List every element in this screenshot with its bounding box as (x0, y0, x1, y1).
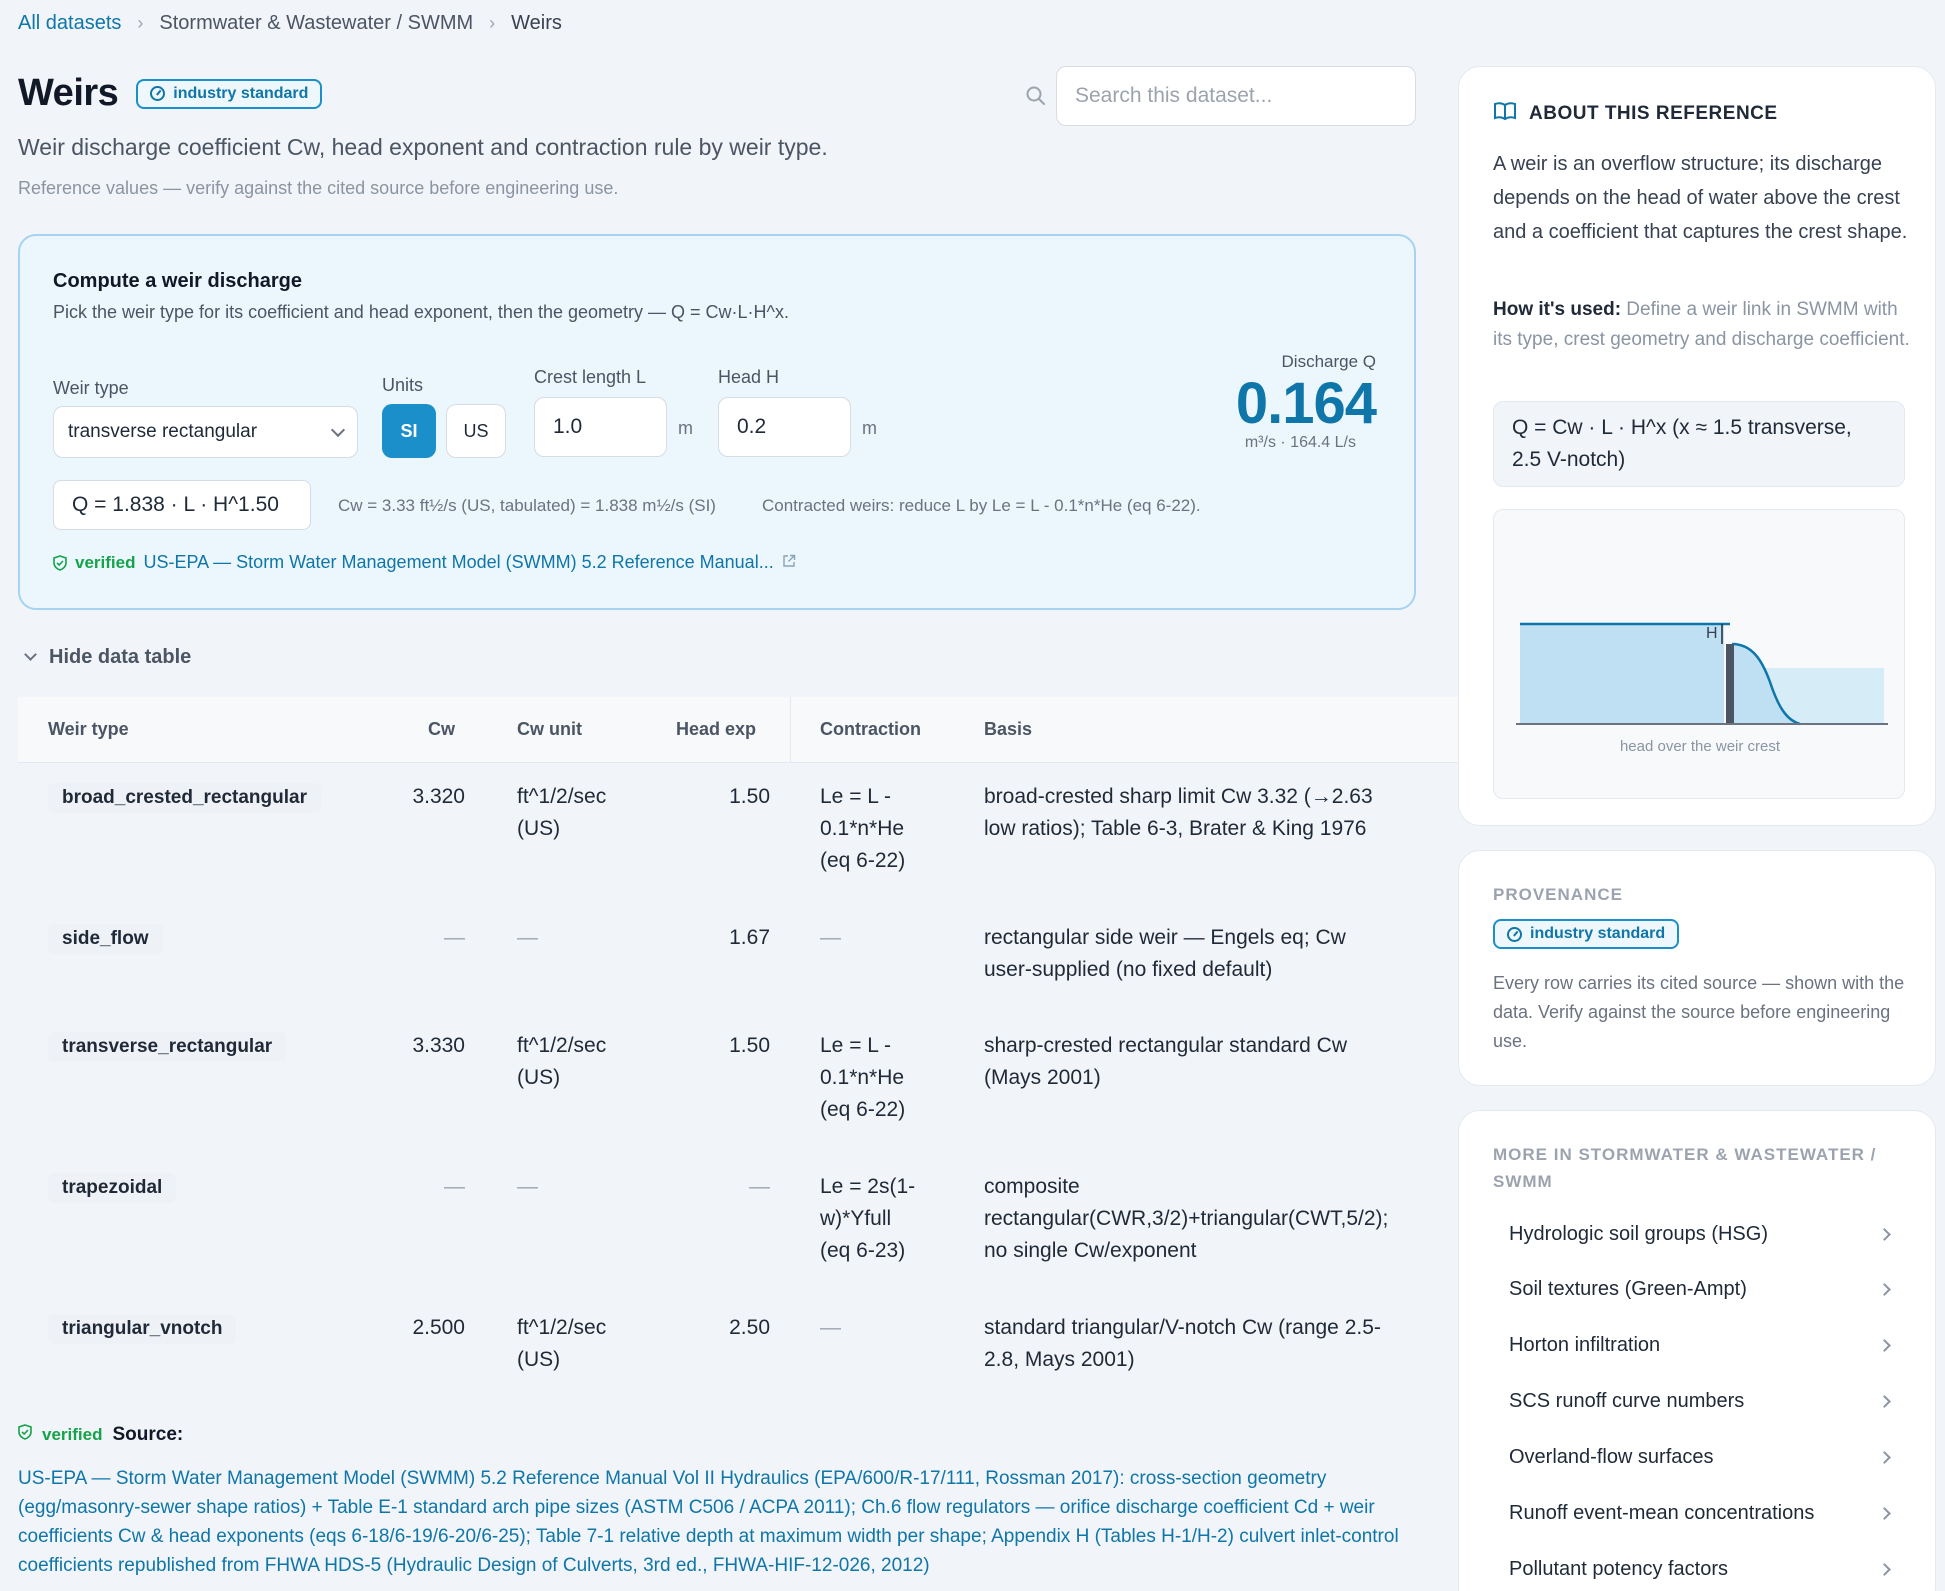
breadcrumb-separator-icon: › (489, 13, 496, 33)
column-header-head-exp[interactable]: Head exp (676, 719, 757, 739)
chevron-down-icon (24, 648, 37, 661)
contraction-line: w)*Yfull (820, 1207, 892, 1230)
units-si-button[interactable]: SI (382, 404, 436, 458)
source-label: Source: (112, 1424, 184, 1445)
weir-type-label: Weir type (53, 378, 129, 398)
head-unit: m (862, 418, 877, 438)
contraction-line: Le = 2s(1- (820, 1175, 916, 1198)
breadcrumb-all-datasets[interactable]: All datasets (18, 12, 122, 34)
basis-line: rectangular side weir — Engels eq; Cw (984, 926, 1346, 949)
basis-line: sharp-crested rectangular standard Cw (984, 1034, 1348, 1057)
cw-cell: 3.330 (412, 1034, 465, 1057)
cw-cell: 2.500 (412, 1316, 465, 1339)
basis-line: composite (984, 1175, 1080, 1198)
check-circle-icon (1507, 927, 1522, 942)
about-text: A weir is an overflow structure; its discharge depends on the head of water above the crest and a coefficient that captures the crest shape. (1493, 153, 1908, 243)
contraction-line: (eq 6-23) (820, 1239, 906, 1262)
chevron-right-icon (1878, 1563, 1891, 1576)
chevron-down-icon (331, 422, 345, 436)
weir-plate (1726, 644, 1734, 724)
weir-type-chip: broad_crested_rectangular (48, 783, 321, 813)
units-us-button[interactable]: US (446, 404, 506, 458)
breadcrumb (18, 12, 562, 35)
basis-cell (984, 922, 1346, 986)
contraction-line: (eq 6-22) (820, 849, 906, 872)
chevron-right-icon (1878, 1395, 1891, 1408)
external-link-icon[interactable] (782, 552, 796, 573)
weir-type-select[interactable] (53, 406, 358, 458)
diagram-caption: head over the weir crest (1619, 738, 1781, 755)
contraction-line: Le = L - (820, 1034, 892, 1057)
cw-unit-cell (517, 1030, 606, 1094)
formula-output: Q = 1.838 · L · H^1.50 (53, 480, 311, 530)
provenance-text: Every row carries its cited source — shown with the data. Verify against the source before engineering use. (1493, 973, 1905, 1051)
search-icon (1024, 84, 1048, 108)
weir-type-chip: side_flow (48, 924, 163, 954)
contraction-note: Contracted weirs: reduce L by Le = L - 0.1*n*He (eq 6-22). (762, 496, 1201, 515)
more-heading-line: SWMM (1493, 1172, 1553, 1191)
source-block (18, 1424, 1428, 1580)
compute-title: Compute a weir discharge (53, 270, 302, 292)
cw-unit-line: ft^1/2/sec (517, 1034, 607, 1057)
column-header-contraction[interactable]: Contraction (820, 719, 921, 739)
more-item-label: Overland-flow surfaces (1509, 1445, 1714, 1468)
provenance-heading: PROVENANCE (1493, 885, 1623, 904)
badge-label: industry standard (173, 84, 309, 102)
cw-unit-cell (517, 781, 606, 845)
about-heading (1493, 101, 1778, 127)
cw-unit-line: (US) (517, 1066, 561, 1089)
compute-card (18, 234, 1416, 610)
head-exp-cell: 1.67 (729, 926, 770, 949)
weir-type-chip: trapezoidal (48, 1173, 176, 1203)
more-item-label: Runoff event-mean concentrations (1509, 1501, 1815, 1524)
about-formula: Q = Cw · L · H^x (x ≈ 1.5 transverse, 2.5 V-notch) (1493, 401, 1905, 487)
head-label: Head H (718, 367, 780, 387)
basis-line: user-supplied (no fixed default) (984, 958, 1273, 981)
discharge-units: m³/s · 164.4 L/s (1244, 434, 1356, 451)
column-header-cw-unit[interactable]: Cw unit (517, 719, 582, 739)
more-heading (1493, 1141, 1876, 1195)
about-card (1458, 66, 1936, 826)
page-subtitle: Weir discharge coefficient Cw, head exponent and contraction rule by weir type. (18, 134, 828, 160)
badge-label: industry standard (1530, 925, 1666, 942)
book-open-icon (1493, 101, 1517, 127)
contraction-line: 0.1*n*He (820, 817, 905, 840)
more-item-label: Pollutant potency factors (1509, 1557, 1729, 1580)
table-row (18, 1294, 1458, 1402)
more-item-soil-textures[interactable] (1493, 1264, 1905, 1314)
weir-diagram-svg (1494, 510, 1906, 800)
weir-type-chip: transverse_rectangular (48, 1032, 286, 1062)
contraction-cell (820, 1030, 905, 1126)
about-heading-label: ABOUT THIS REFERENCE (1529, 103, 1778, 124)
industry-standard-badge (1493, 919, 1679, 949)
source-citation-link[interactable]: US-EPA — Storm Water Management Model (SWMM) 5.2 Reference Manual Vol II Hydraulics (EPA/600/R-17/111, Rossman 2017): cross-section geometry (egg/masonry-sewer shape ratios) + Table E-1 standard arch pipe sizes (ASTM C506 / ACPA 2011); Ch.6 flow regulators — orifice discharge coefficient Cd + weir coefficients Cw & head exponents (eqs 6-18/6-19/6-20/6-25); Table 7-1 relative depth at maximum width per shape; Appendix H (Tables H-1/H-2) culvert inlet-control coefficients republished from FHWA HDS-5 (Hydraulic Design of Culverts, 3rd ed., FHWA-HIF-12-026, 2012) (18, 1468, 1399, 1576)
breadcrumb-separator-icon: › (137, 13, 144, 33)
page-title: Weirs (18, 72, 119, 114)
hide-data-table-toggle[interactable] (26, 646, 191, 669)
industry-standard-badge (136, 79, 322, 109)
cw-unit-cell: — (517, 926, 538, 949)
basis-line: rectangular(CWR,3/2)+triangular(CWT,5/2); (984, 1207, 1389, 1230)
more-item-label: Hydrologic soil groups (HSG) (1509, 1222, 1768, 1245)
verified-label: verified (42, 1425, 103, 1444)
search-input[interactable] (1056, 66, 1416, 126)
table-row (18, 904, 1458, 1012)
basis-line: broad-crested sharp limit Cw 3.32 (→2.63 (984, 785, 1373, 808)
more-item-emc[interactable] (1493, 1488, 1905, 1538)
contraction-cell (820, 1171, 915, 1267)
more-item-hsg[interactable] (1493, 1209, 1905, 1259)
basis-cell (984, 1171, 1388, 1267)
how-its-used (1493, 295, 1913, 355)
column-divider (790, 697, 791, 763)
data-table (18, 697, 1458, 1402)
cw-unit-line: (US) (517, 817, 561, 840)
reference-note: Reference values — verify against the cited source before engineering use. (18, 178, 619, 198)
upstream-water (1520, 624, 1724, 724)
contraction-cell: — (820, 1316, 841, 1339)
head-input[interactable] (718, 397, 851, 457)
basis-line: no single Cw/exponent (984, 1239, 1197, 1262)
contraction-line: 0.1*n*He (820, 1066, 905, 1089)
cw-unit-cell: — (517, 1175, 538, 1198)
head-exp-cell: 2.50 (729, 1316, 770, 1339)
head-exp-cell: 1.50 (729, 1034, 770, 1057)
shield-check-icon (53, 555, 67, 571)
table-row (18, 1012, 1458, 1153)
more-item-horton[interactable] (1493, 1320, 1905, 1370)
basis-line: standard triangular/V-notch Cw (range 2.5- (984, 1316, 1381, 1339)
how-label: How it's used: (1493, 299, 1622, 320)
discharge-label: Discharge Q (1281, 352, 1376, 371)
contraction-line: (eq 6-22) (820, 1098, 906, 1121)
weir-type-value: transverse rectangular (68, 421, 258, 442)
chevron-right-icon (1878, 1507, 1891, 1520)
table-header (18, 697, 1458, 763)
more-item-potency[interactable] (1493, 1544, 1905, 1591)
contraction-cell: — (820, 926, 841, 949)
how-text: Define a weir link in SWMM with its type, crest geometry and discharge coefficient. (1493, 299, 1910, 350)
column-header-cw[interactable]: Cw (428, 719, 455, 739)
cw-unit-line: ft^1/2/sec (517, 1316, 607, 1339)
chevron-right-icon (1878, 1339, 1891, 1352)
crest-length-unit: m (678, 418, 693, 438)
basis-line: low ratios); Table 6-3, Brater & King 1976 (984, 817, 1367, 840)
basis-cell (984, 781, 1373, 845)
crest-length-input[interactable] (534, 397, 667, 457)
check-circle-icon (150, 86, 165, 101)
head-label: H (1706, 625, 1718, 642)
cw-conversion-note: Cw = 3.33 ft½/s (US, tabulated) = 1.838 m½/s (SI) (338, 496, 716, 515)
hide-data-table-label: Hide data table (49, 646, 192, 668)
basis-cell (984, 1312, 1381, 1376)
shield-check-icon (18, 1424, 32, 1446)
more-item-scs[interactable] (1493, 1376, 1905, 1426)
source-link[interactable]: US-EPA — Storm Water Management Model (SWMM) 5.2 Reference Manual... (143, 552, 774, 572)
chevron-right-icon (1878, 1451, 1891, 1464)
table-row (18, 763, 1458, 904)
chevron-right-icon (1878, 1283, 1891, 1296)
more-item-overland[interactable] (1493, 1432, 1905, 1482)
table-row (18, 1153, 1458, 1294)
weir-type-chip: triangular_vnotch (48, 1314, 236, 1344)
contraction-cell (820, 781, 905, 877)
units-label: Units (382, 375, 424, 395)
breadcrumb-current: Weirs (511, 12, 562, 34)
more-in-section-card (1458, 1110, 1936, 1591)
weir-diagram (1493, 509, 1905, 799)
basis-line: (Mays 2001) (984, 1066, 1101, 1089)
verified-label: verified (75, 552, 136, 572)
basis-cell (984, 1030, 1347, 1094)
cw-cell: — (444, 1175, 465, 1198)
chevron-right-icon (1878, 1228, 1891, 1241)
discharge-value: 0.164 (1235, 371, 1376, 436)
cw-unit-line: ft^1/2/sec (517, 785, 607, 808)
contraction-line: Le = L - (820, 785, 892, 808)
provenance-card (1458, 850, 1936, 1086)
column-header-basis[interactable]: Basis (984, 719, 1033, 739)
cw-unit-cell (517, 1312, 606, 1376)
column-header-weir-type[interactable]: Weir type (48, 719, 129, 739)
head-exp-cell: — (749, 1175, 770, 1198)
more-item-label: Soil textures (Green-Ampt) (1509, 1277, 1747, 1300)
crest-length-label: Crest length L (534, 367, 647, 387)
more-heading-line: MORE IN STORMWATER & WASTEWATER / (1493, 1145, 1877, 1164)
cw-cell: 3.320 (412, 785, 465, 808)
more-item-label: Horton infiltration (1509, 1333, 1661, 1356)
compute-description: Pick the weir type for its coefficient and head exponent, then the geometry — Q = Cw·L·H^x. (53, 302, 789, 322)
breadcrumb-section[interactable]: Stormwater & Wastewater / SWMM (159, 12, 474, 34)
head-exp-cell: 1.50 (729, 785, 770, 808)
source-heading (18, 1424, 1428, 1446)
basis-line: 2.8, Mays 2001) (984, 1348, 1135, 1371)
more-item-label: SCS runoff curve numbers (1509, 1389, 1745, 1412)
cw-cell: — (444, 926, 465, 949)
title-row (18, 72, 322, 115)
cw-unit-line: (US) (517, 1348, 561, 1371)
verified-source-row (53, 552, 796, 573)
